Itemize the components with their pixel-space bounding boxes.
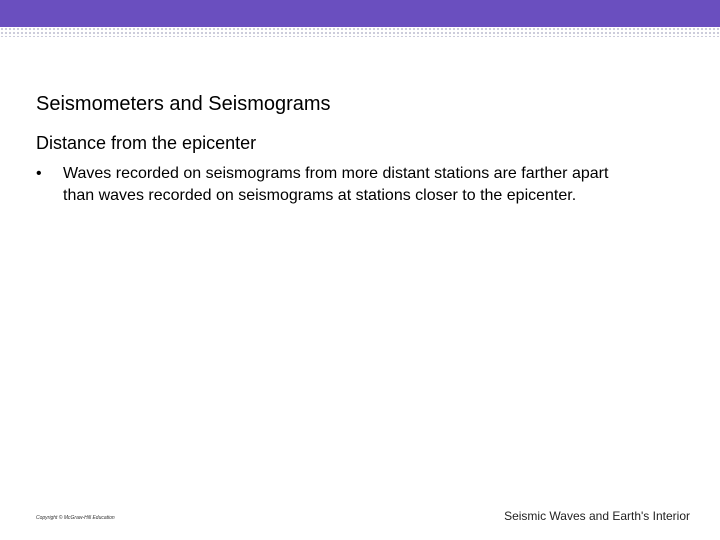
bullet-text: Waves recorded on seismograms from more distant stations are farther apart than waves recorded on seismograms at stations closer to the epicenter. xyxy=(63,165,609,204)
copyright-notice: Copyright © McGraw-Hill Education xyxy=(36,515,115,521)
bullet-marker: • xyxy=(36,165,42,182)
footer-title: Seismic Waves and Earth's Interior xyxy=(504,509,690,523)
header-bar xyxy=(0,0,720,27)
slide-subtitle: Distance from the epicenter xyxy=(36,133,257,153)
header-pattern xyxy=(0,27,720,37)
slide-title: Seismometers and Seismograms xyxy=(36,93,331,115)
